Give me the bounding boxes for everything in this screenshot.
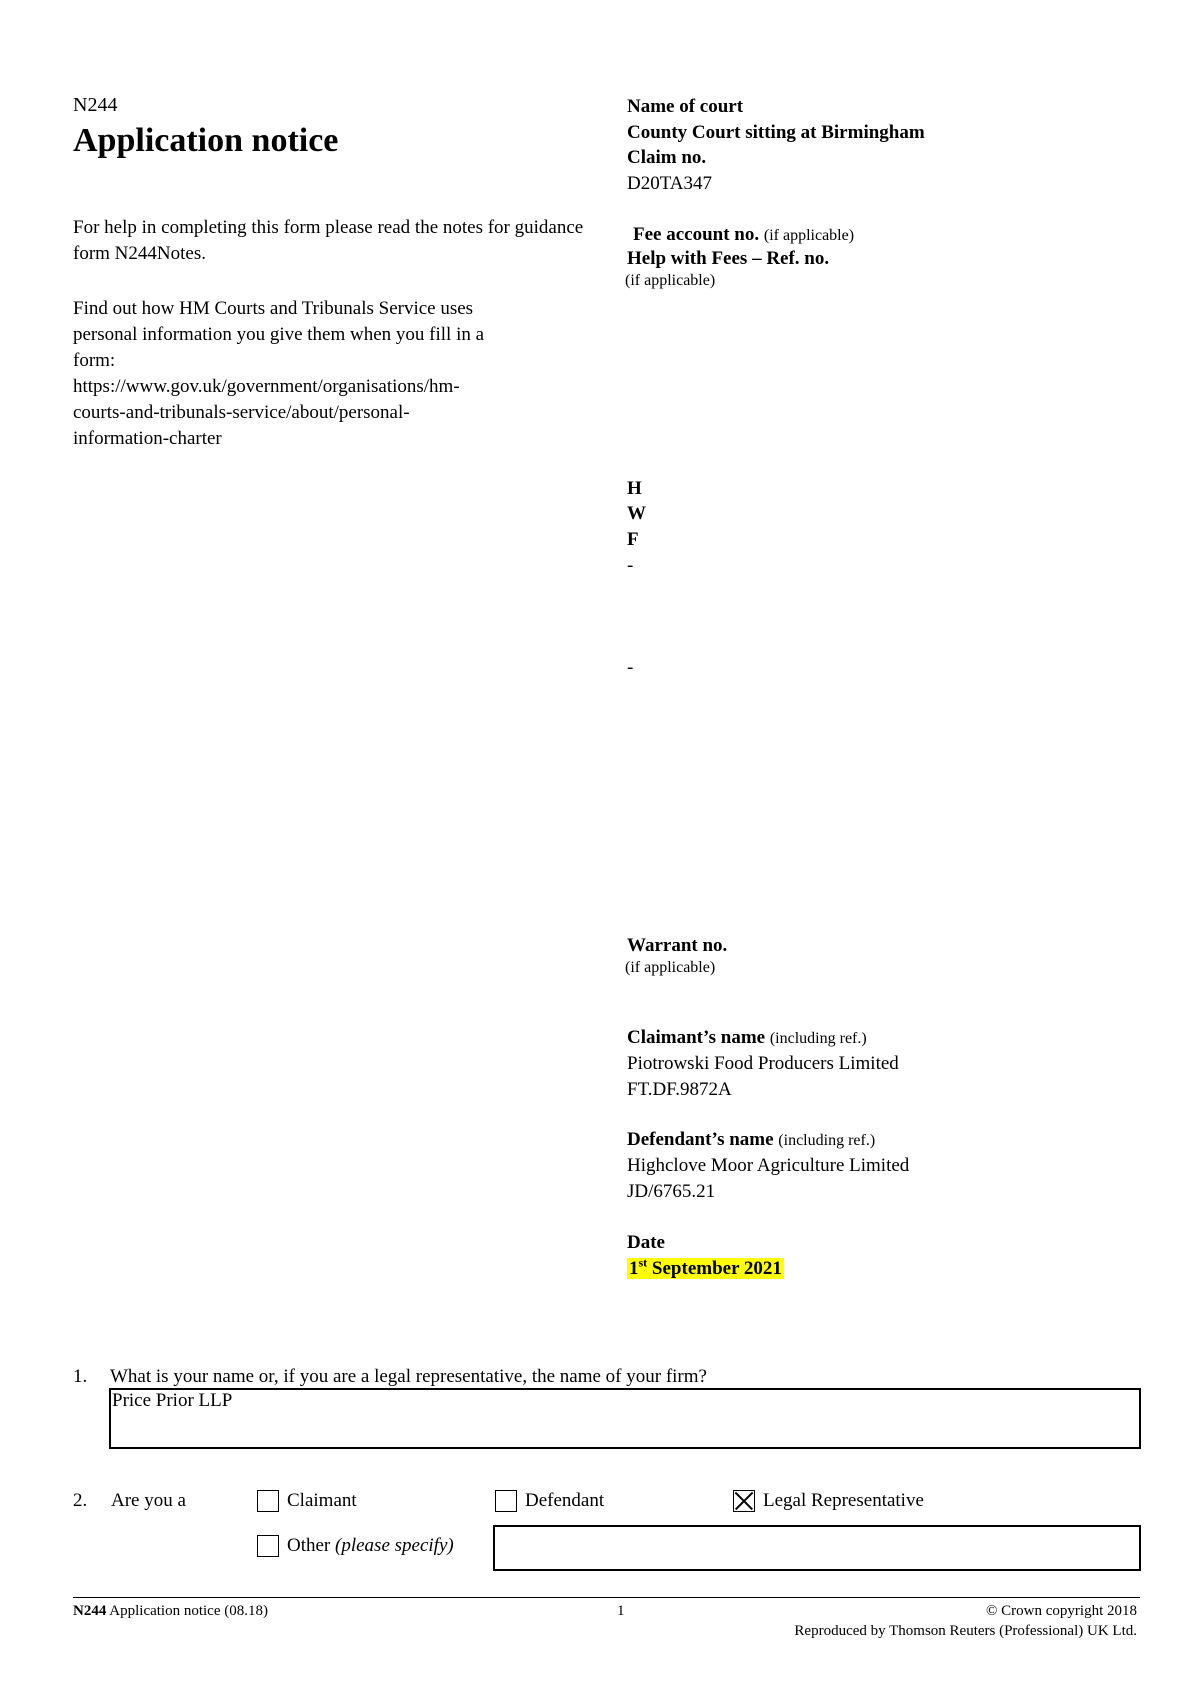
hwf-dash: -	[627, 555, 634, 576]
claimant-ref: FT.DF.9872A	[627, 1079, 732, 1100]
privacy-link[interactable]: information-charter	[73, 428, 222, 449]
claimant-label	[627, 1025, 867, 1051]
fee-account-label-text: Fee account no.	[633, 224, 760, 245]
defendant-option-label: Defendant	[525, 1490, 605, 1511]
date-day: 1	[629, 1258, 639, 1279]
warrant-no-note: (if applicable)	[625, 959, 716, 976]
q2-number: 2.	[73, 1490, 88, 1511]
date-highlight	[627, 1255, 784, 1279]
defendant-note: (including ref.)	[778, 1132, 876, 1149]
help-text: For help in completing this form please read the notes for guidance form N244Notes.	[73, 217, 584, 264]
defendant-name: Highclove Moor Agriculture Limited	[627, 1155, 910, 1176]
hwf-label: Help with Fees – Ref. no.	[627, 248, 830, 269]
other-specify-field[interactable]	[493, 1525, 1141, 1571]
footer-form-title: Application notice (08.18)	[109, 1603, 268, 1619]
q1-answer-value: Price Prior LLP	[112, 1390, 233, 1411]
date-suffix: st	[638, 1255, 648, 1270]
form-code: N244	[73, 94, 118, 116]
fee-account-label	[633, 222, 854, 248]
claim-no-value: D20TA347	[627, 173, 713, 194]
defendant-ref: JD/6765.21	[627, 1181, 716, 1202]
claimant-checkbox[interactable]	[257, 1490, 279, 1512]
footer-copyright: © Crown copyright 2018	[986, 1603, 1137, 1619]
page-number: 1	[617, 1603, 625, 1619]
legal-representative-checkbox[interactable]	[733, 1490, 755, 1512]
footer-reproduced: Reproduced by Thomson Reuters (Professional) UK Ltd.	[794, 1623, 1137, 1639]
footer-divider	[73, 1597, 1140, 1598]
date-value	[627, 1256, 784, 1282]
date-rest: September 2021	[647, 1258, 782, 1279]
court-name-value: County Court sitting at Birmingham	[627, 122, 925, 143]
defendant-checkbox[interactable]	[495, 1490, 517, 1512]
date-label: Date	[627, 1232, 665, 1253]
claimant-name: Piotrowski Food Producers Limited	[627, 1053, 899, 1074]
privacy-notice	[73, 296, 593, 452]
fee-account-note: (if applicable)	[763, 227, 855, 244]
footer-form-name	[73, 1601, 268, 1621]
defendant-label	[627, 1127, 875, 1153]
hwf-letter-h: H	[627, 478, 642, 499]
claim-no-label: Claim no.	[627, 147, 707, 168]
q1-number: 1.	[73, 1366, 88, 1387]
hwf-letter-f: F	[627, 529, 639, 550]
privacy-line: Find out how HM Courts and Tribunals Service uses	[73, 298, 474, 319]
other-label-text: Other	[287, 1535, 331, 1556]
legal-representative-option-label: Legal Representative	[763, 1490, 924, 1511]
footer-code: N244	[73, 1603, 107, 1619]
hwf-note: (if applicable)	[625, 272, 716, 289]
privacy-line: form:	[73, 350, 116, 371]
page-title: Application notice	[73, 122, 339, 159]
q1-question: What is your name or, if you are a legal representative, the name of your firm?	[110, 1366, 707, 1387]
privacy-link[interactable]: https://www.gov.uk/government/organisations/hm-	[73, 376, 460, 397]
hwf-letter-w: W	[627, 503, 646, 524]
claimant-label-text: Claimant’s name	[627, 1027, 766, 1048]
q2-question: Are you a	[111, 1490, 186, 1511]
hwf-dash: -	[627, 657, 634, 678]
defendant-label-text: Defendant’s name	[627, 1129, 774, 1150]
claimant-note: (including ref.)	[769, 1030, 867, 1047]
claimant-option-label: Claimant	[287, 1490, 357, 1511]
other-checkbox[interactable]	[257, 1535, 279, 1557]
privacy-line: personal information you give them when you fill in a	[73, 324, 485, 345]
other-note: (please specify)	[335, 1535, 454, 1556]
court-name-label: Name of court	[627, 96, 744, 117]
privacy-link[interactable]: courts-and-tribunals-service/about/personal-	[73, 402, 410, 423]
q1-answer-field[interactable]	[109, 1388, 1141, 1449]
other-option-label	[287, 1533, 454, 1559]
warrant-no-label: Warrant no.	[627, 935, 728, 956]
